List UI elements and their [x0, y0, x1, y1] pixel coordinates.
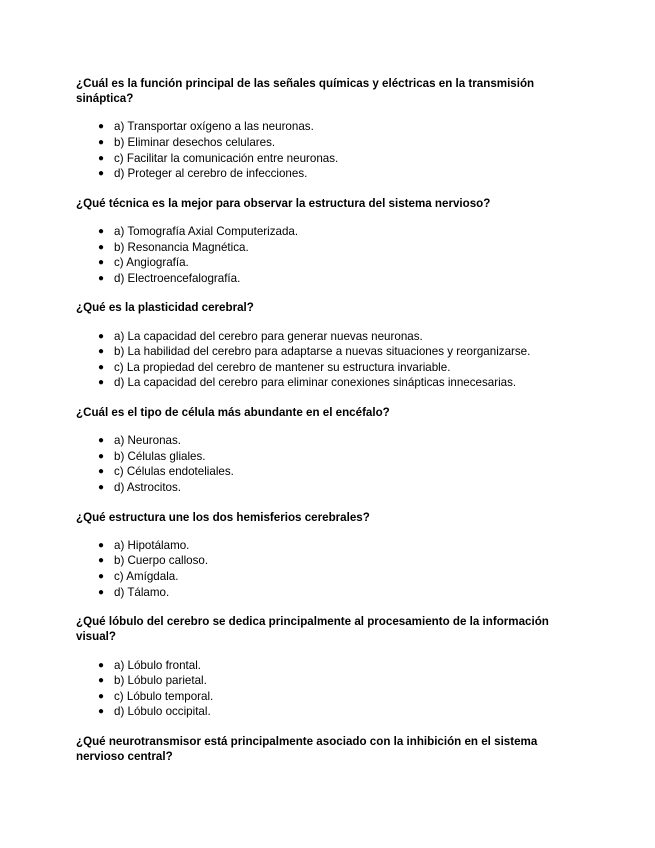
- answer-option-text: a) Transportar oxígeno a las neuronas.: [114, 120, 314, 134]
- bullet-icon: ●: [98, 152, 105, 164]
- answer-option-text: c) Angiografía.: [114, 256, 189, 270]
- answer-option-text: c) Células endoteliales.: [114, 465, 234, 479]
- answer-options: [76, 538, 576, 600]
- answer-option: [76, 480, 576, 496]
- answer-option: [76, 224, 576, 240]
- answer-option-text: c) La propiedad del cerebro de mantener su estructura invariable.: [114, 360, 451, 374]
- answer-option-text: b) Eliminar desechos celulares.: [114, 136, 276, 149]
- bullet-icon: ●: [98, 137, 105, 148]
- answer-option: [76, 464, 576, 480]
- bullet-icon: ●: [98, 570, 105, 582]
- question-text: ¿Qué neurotransmisor está principalmente asociado con la inhibición en el sistema nervioso central?: [76, 734, 538, 764]
- question-block: [76, 405, 576, 496]
- question-text: ¿Qué lóbulo del cerebro se dedica principalmente al procesamiento de la información visual?: [76, 615, 549, 644]
- answer-option: [76, 449, 576, 465]
- answer-option-text: b) La habilidad del cerebro para adaptarse a nuevas situaciones y reorganizarse.: [114, 345, 531, 359]
- answer-option: [76, 538, 576, 554]
- bullet-icon: ●: [98, 272, 105, 284]
- answer-option: [76, 569, 576, 585]
- bullet-icon: ●: [98, 121, 105, 133]
- bullet-icon: ●: [98, 330, 105, 342]
- answer-options: [76, 329, 576, 391]
- bullet-icon: ●: [98, 450, 105, 462]
- question-block: [76, 614, 576, 720]
- answer-option-text: a) Lóbulo frontal.: [114, 658, 202, 672]
- question-block: [76, 300, 576, 391]
- answer-option-text: c) Amígdala.: [114, 569, 179, 583]
- answer-option-text: b) Cuerpo calloso.: [114, 554, 209, 568]
- answer-option-text: d) Electroencefalografía.: [114, 271, 241, 285]
- bullet-icon: ●: [98, 555, 105, 567]
- answer-option: [76, 271, 576, 287]
- answer-option: [76, 375, 576, 391]
- answer-option-text: b) Resonancia Magnética.: [114, 240, 249, 254]
- bullet-icon: ●: [98, 481, 105, 493]
- bullet-icon: ●: [98, 675, 105, 687]
- answer-option: [76, 704, 576, 720]
- answer-option: [76, 166, 576, 182]
- answer-option: [76, 119, 576, 135]
- question-block: [76, 734, 576, 764]
- answer-option-text: c) Facilitar la comunicación entre neuronas.: [114, 151, 339, 165]
- answer-option: [76, 151, 576, 167]
- question-text: ¿Cuál es la función principal de las señales químicas y eléctricas en la transmisión sináptica?: [76, 77, 535, 106]
- answer-options: [76, 224, 576, 286]
- bullet-icon: ●: [98, 659, 105, 671]
- answer-option: [76, 433, 576, 449]
- answer-option: [76, 344, 576, 360]
- bullet-icon: ●: [98, 168, 105, 180]
- answer-option-text: b) Células gliales.: [114, 449, 206, 463]
- answer-option-text: d) Astrocitos.: [114, 480, 182, 494]
- answer-option: [76, 240, 576, 256]
- answer-option: [76, 553, 576, 569]
- question-list: [76, 76, 576, 764]
- question-block: [76, 196, 576, 287]
- bullet-icon: ●: [98, 377, 105, 389]
- bullet-icon: ●: [98, 539, 105, 551]
- bullet-icon: ●: [98, 466, 105, 478]
- bullet-icon: ●: [98, 241, 105, 253]
- answer-option: [76, 329, 576, 345]
- bullet-icon: ●: [98, 225, 105, 237]
- answer-option: [76, 689, 576, 705]
- answer-option-text: d) La capacidad del cerebro para eliminar conexiones sinápticas innecesarias.: [114, 376, 517, 390]
- bullet-icon: ●: [98, 435, 105, 447]
- answer-option: [76, 585, 576, 601]
- bullet-icon: ●: [98, 346, 105, 358]
- question-text: ¿Qué es la plasticidad cerebral?: [76, 301, 254, 315]
- question-text: ¿Qué estructura une los dos hemisferios cerebrales?: [76, 510, 370, 524]
- answer-option-text: a) Tomografía Axial Computerizada.: [114, 224, 299, 238]
- question-text: ¿Qué técnica es la mejor para observar la estructura del sistema nervioso?: [76, 196, 491, 210]
- answer-option-text: d) Proteger al cerebro de infecciones.: [114, 167, 308, 181]
- answer-option: [76, 255, 576, 271]
- answer-option: [76, 135, 576, 151]
- answer-option: [76, 673, 576, 689]
- answer-option-text: a) Neuronas.: [114, 434, 182, 448]
- answer-options: [76, 119, 576, 181]
- answer-option-text: d) Tálamo.: [114, 585, 170, 599]
- answer-option-text: c) Lóbulo temporal.: [114, 689, 214, 703]
- answer-option-text: d) Lóbulo occipital.: [114, 705, 211, 719]
- answer-options: [76, 658, 576, 720]
- answer-option: [76, 658, 576, 674]
- bullet-icon: ●: [98, 361, 105, 373]
- question-block: [76, 76, 576, 182]
- answer-options: [76, 433, 576, 495]
- bullet-icon: ●: [98, 690, 105, 702]
- answer-option-text: b) Lóbulo parietal.: [114, 674, 207, 688]
- bullet-icon: ●: [98, 257, 105, 269]
- question-text: ¿Cuál es el tipo de célula más abundante en el encéfalo?: [76, 405, 390, 419]
- answer-option-text: a) Hipotálamo.: [114, 538, 190, 552]
- question-block: [76, 510, 576, 601]
- bullet-icon: ●: [98, 586, 105, 598]
- bullet-icon: ●: [98, 706, 105, 718]
- answer-option-text: a) La capacidad del cerebro para generar nuevas neuronas.: [114, 329, 423, 343]
- answer-option: [76, 360, 576, 376]
